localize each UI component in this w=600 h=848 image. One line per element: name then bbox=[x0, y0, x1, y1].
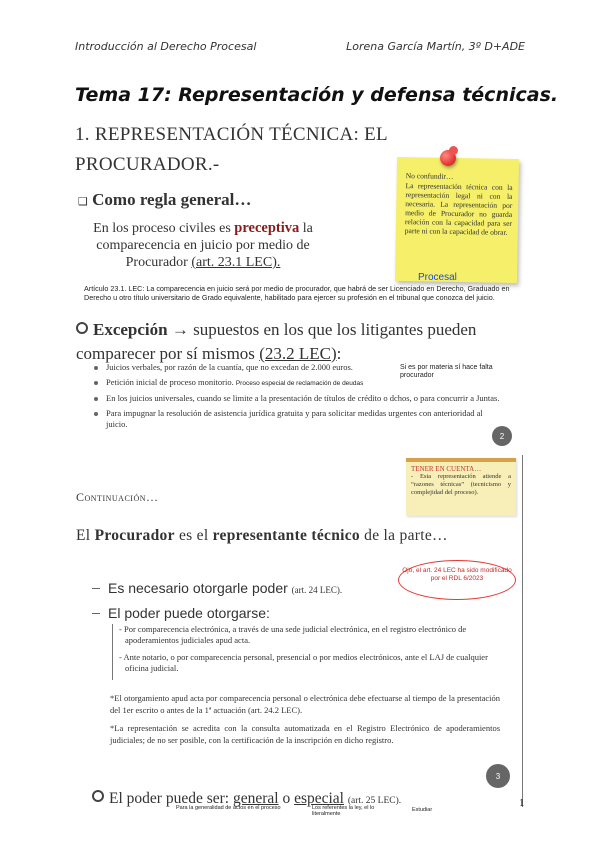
list-item: Juicios verbales, por razón de la cuantía, que no excedan de 2.000 euros. bbox=[92, 362, 512, 373]
regla-heading bbox=[78, 190, 251, 210]
excepcion-colon: : bbox=[336, 344, 342, 363]
poder-general: general bbox=[232, 790, 279, 807]
poder-especial: especial bbox=[294, 790, 344, 807]
proc-text-3: es el bbox=[178, 527, 209, 544]
excepcion-art-ref: (23.2 LEC) bbox=[259, 344, 337, 363]
pushpin-head-icon bbox=[449, 146, 458, 155]
regla-text-before: En los proceso civiles es bbox=[93, 221, 231, 236]
ring-bullet-icon bbox=[92, 790, 104, 802]
section-heading-line2: PROCURADOR.- bbox=[75, 154, 220, 175]
sub-item-text: Ante notario, o por comparecencia personal, presencial o por medios electrónicos, ante el LAJ de cualquier oficina judicial. bbox=[123, 652, 488, 673]
section-heading bbox=[75, 120, 435, 180]
list-item: Para impugnar la resolución de asistencia jurídica gratuita y para solicitar medidas urgentes con anterioridad al juicio. bbox=[92, 408, 491, 430]
list-item-text: Petición inicial de proceso monitorio. bbox=[106, 377, 234, 387]
note-paragraph: *La representación se acredita con la consulta automatizada en el Registro Electrónico de apoderamientos judiciales; de no ser posible, con la certificación de la inscripción en dicho registro. bbox=[110, 723, 500, 745]
dash-bullet-icon bbox=[92, 588, 100, 589]
poder-text: El poder puede ser: bbox=[109, 790, 230, 807]
article-23-1-quote: Artículo 23.1. LEC: La comparecencia en juicio será por medio de procurador, que habrá de ser Licenciado en Derecho, Graduado en Derecho u otro título universitario de Grado equivalente, habilitado para ejercer su profesión en el tribunal que conozca del juicio. bbox=[84, 284, 510, 302]
proc-text-2: Procurador bbox=[94, 527, 175, 544]
sticky-note-body: La representación técnica con la representación legal ni con la necesaria. La representación por medio de Procurador no guarda relación con la capacidad para ser parte ni con la capacidad de obrar. bbox=[404, 181, 513, 237]
notes-block bbox=[110, 693, 500, 753]
sub-list bbox=[112, 624, 499, 680]
sub-item-text: Por comparecencia electrónica, a través de una sede judicial electrónica, en el registro electrónico de apoderamientos judiciales apud acta. bbox=[123, 624, 467, 645]
regla-heading-text: Como regla general… bbox=[92, 190, 252, 209]
bullet-otorgar bbox=[92, 580, 342, 596]
otorgar-text: Es necesario otorgarle poder bbox=[108, 580, 288, 596]
dash-bullet-icon bbox=[92, 613, 100, 614]
regla-text bbox=[88, 220, 318, 271]
list-item: - Ante notario, o por comparecencia personal, presencial o por medios electrónicos, ante el LAJ de cualquier oficina judicial. bbox=[119, 652, 488, 673]
tener-heading: TENER EN CUENTA… bbox=[411, 465, 482, 473]
slide-number-badge: 3 bbox=[486, 764, 510, 788]
proc-text-1: El bbox=[76, 527, 91, 544]
footer-note-especial: Los referentes la ley, el lo literalmente bbox=[312, 805, 375, 817]
regla-art-ref: (art. 23.1 LEC). bbox=[191, 255, 281, 270]
header-right: Lorena García Martín, 3º D+ADE bbox=[346, 40, 525, 53]
excepcion-heading bbox=[76, 318, 516, 366]
excepcion-label: Excepción bbox=[93, 320, 168, 339]
bullet-puede bbox=[92, 605, 270, 621]
tener-en-cuenta-note bbox=[406, 458, 516, 516]
modification-oval-note: Ojo, el art. 24 LEC ha sido modificado por el RDL 6/2023 bbox=[398, 560, 516, 600]
slide-number-badge: 2 bbox=[492, 426, 512, 446]
side-note-monitorio: Proceso especial de reclamación de deudas bbox=[235, 380, 364, 387]
proc-text-5: de la parte… bbox=[364, 527, 448, 544]
note-paragraph: *El otorgamiento apud acta por comparecencia personal o electrónica debe efectuarse al tiempo de la presentación del 1er escrito o antes de la 1ª actuación (art. 24.2 LEC). bbox=[110, 693, 500, 715]
continuacion-heading: Continuación… bbox=[76, 490, 159, 504]
checkbox-bullet-icon: ❑ bbox=[78, 195, 88, 208]
procesal-tag: Procesal bbox=[418, 272, 457, 283]
side-note-materia: Si es por materia sí hace falta procurador bbox=[400, 364, 493, 379]
list-item: - Por comparecencia electrónica, a través de una sede judicial electrónica, en el registro electrónico de apoderamientos judiciales apud acta. bbox=[119, 624, 467, 645]
arrow-right-icon: → bbox=[171, 320, 189, 339]
poder-o: o bbox=[282, 790, 291, 807]
sticky-note bbox=[395, 157, 519, 283]
otorgar-ref: (art. 24 LEC). bbox=[291, 585, 343, 595]
list-item: En los juicios universales, cuando se limite a la presentación de títulos de crédito o dchos, o para concurrir a Juntas. bbox=[92, 393, 512, 404]
footer-note-estudiar: Estudiar bbox=[412, 807, 433, 813]
procurador-definition bbox=[76, 526, 506, 546]
ring-bullet-icon bbox=[76, 322, 88, 334]
excepcion-text: supuestos en los que los litigantes pueden comparecer por sí mismos bbox=[76, 320, 477, 363]
page-number: 1 bbox=[519, 797, 525, 809]
sticky-note-title: No confundir… bbox=[405, 171, 454, 181]
preceptiva-highlight: preceptiva bbox=[234, 220, 300, 236]
puede-text: El poder puede otorgarse: bbox=[108, 605, 270, 621]
proc-text-4: representante técnico bbox=[212, 527, 360, 544]
footer-note-general: Para la generalidad de actos en el proceso bbox=[176, 805, 281, 811]
regla-text-after: la comparecencia en juicio por medio de Procurador bbox=[96, 221, 313, 270]
section-heading-line1: 1. REPRESENTACIÓN TÉCNICA: EL bbox=[75, 124, 388, 145]
header-left: Introducción al Derecho Procesal bbox=[75, 40, 257, 53]
poder-ref: (art. 25 LEC). bbox=[347, 796, 402, 806]
tener-body: - Esta representación atiende a “razones técnicas” (tecnicismo y complejidad del proceso). bbox=[411, 473, 511, 496]
vertical-divider bbox=[522, 455, 523, 807]
page-title: Tema 17: Representación y defensa técnicas. bbox=[75, 84, 559, 106]
